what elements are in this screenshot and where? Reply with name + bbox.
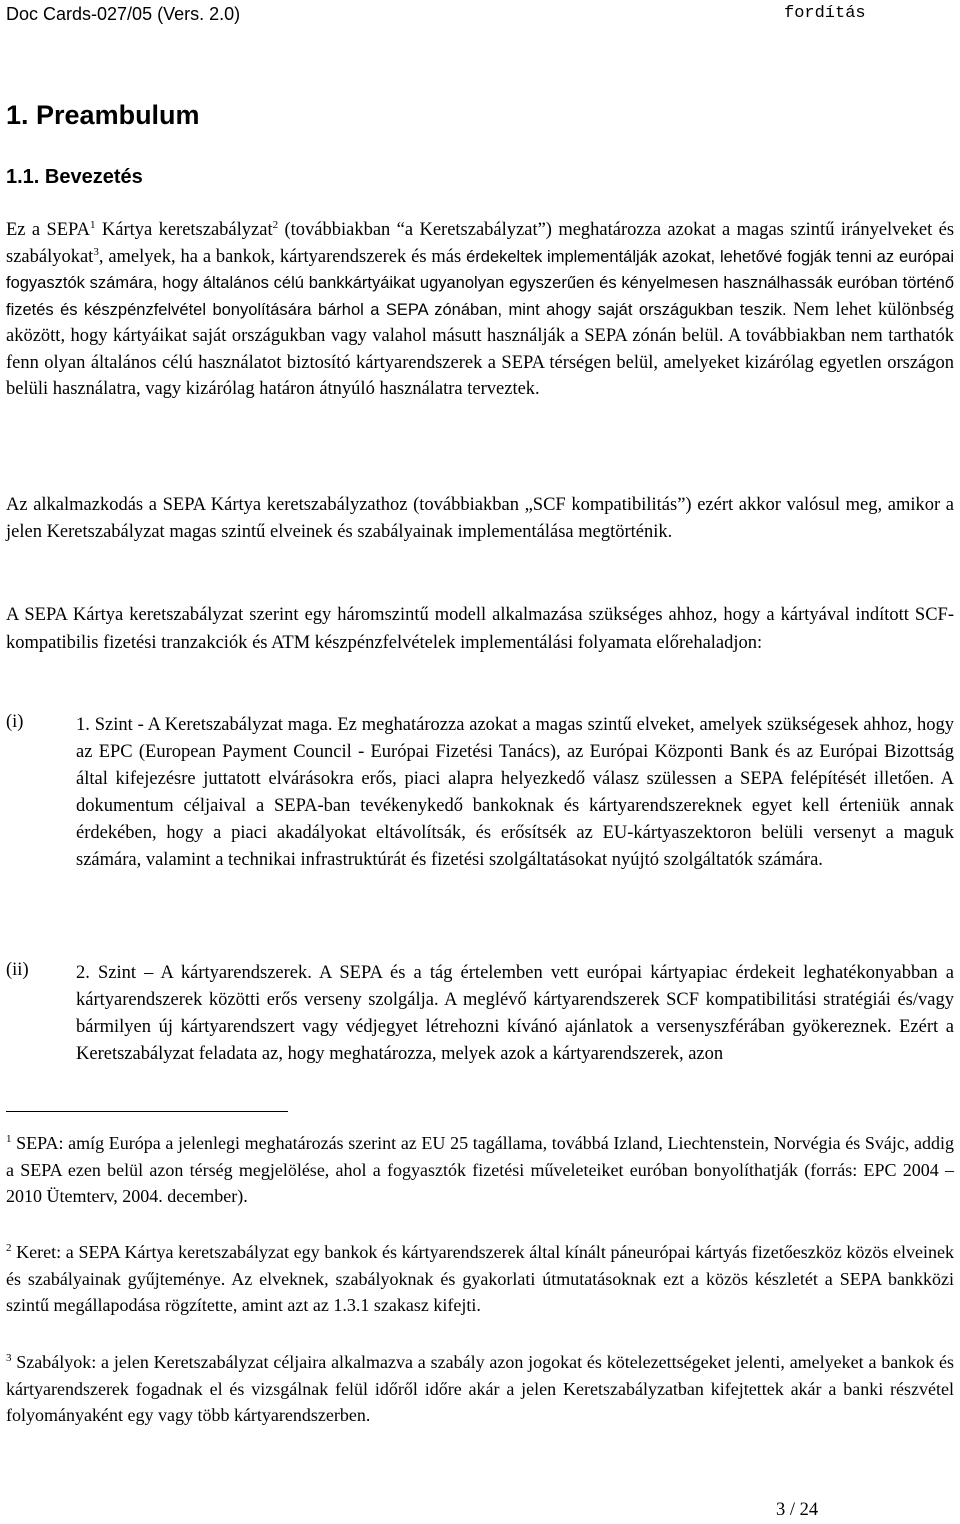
section-heading: 1. Preambulum [6, 100, 200, 130]
list-item-text: 2. Szint – A kártyarendszerek. A SEPA és a tág értelemben vett európai kártyapiac érdekeit leghatékonyabban a kártyarendszerek közötti erős verseny szolgálja. A meglévő kártyarendszerek SCF kompatibilitási stratégiái és/vagy bármilyen új kártyarendszert vagy védjegyet létrehozni kívánó ajánlatok a versenyszférában gyökereznek. Ezért a Keretszabályzat feladata az, hogy meghatározza, melyek azok a kártyarendszerek, azon [76, 963, 954, 1064]
document-id: Doc Cards-027/05 (Vers. 2.0) [6, 4, 241, 24]
footnote-text: SEPA: amíg Európa a jelenlegi meghatározás szerint az EU 25 tagállama, továbbá Izland, Liechtenstein, Norvégia és Svájc, addig a SEPA ezen belül azon térség megjelölése, ahol a fogyasztók fizetési műveleteiket euróban bonyolíthatják (forrás: EPC 2004 – 2010 Ütemterv, 2004. december). [6, 1133, 954, 1207]
footnote-number: 3 [6, 1352, 12, 1364]
footnote-text: Keret: a SEPA Kártya keretszabályzat egy bankok és kártyarendszerek által kínált páneurópai kártyás fizetőeszköz közös elveinek és szabályainak gyűjteménye. Az elveknek, szabályoknak és gyakorlati útmutatásoknak ezt a közös készletét a SEPA bankközi szintű megállapodása rögzítette, amint azt az 1.3.1 szakasz kifejti. [6, 1242, 954, 1316]
footnote-ref-3[interactable]: 3 [93, 245, 99, 258]
footnote-text: Szabályok: a jelen Keretszabályzat céljaira alkalmazva a szabály azon jogokat és kötelezettségeket jelenti, amelyeket a bankok és kártyarendszerek fogadnak el és vizsgálnak felül időről időre akár a jelen Keretszabályzatban kifejtettek akár a banki részvétel folyományaként egy vagy több kártyarendszerben. [6, 1352, 954, 1426]
list-marker: (ii) [6, 960, 29, 980]
list-item-text: 1. Szint - A Keretszabályzat maga. Ez meghatározza azokat a magas szintű elveket, amelyek szükségesek ahhoz, hogy az EPC (European Payment Council - Európai Fizetési Tanács), az Európai Központi Bank és az Európai Bizottság által kifejezésre juttatott elvárásokra erős, piaci alapra helyezkedő válasz szülessen a SEPA felépítését illetően. A dokumentum céljaival a SEPA-ban tevékenykedő bankoknak és kártyarendszereknek egyet kell érteniük annak érdekében, hogy a piaci akadályokat eltávolítsák, és erősítsék az EU-kártyaszektoron belüli versenyt a maguk számára, valamint a technikai infrastruktúrát és fizetési szolgáltatásokat nyújtó szolgáltatók számára. [76, 715, 954, 870]
footnote [6, 1239, 954, 1319]
footnote [6, 1349, 954, 1429]
subsection-heading: 1.1. Bevezetés [6, 166, 143, 188]
intro-text-e: Nem lehet különbség aközött, hogy kártyáikat saját országukban vagy valahol másutt használják a SEPA zónán belül. A továbbiakban nem tarthatók fenn olyan általános célú használatot biztosító kártyarendszerek a SEPA térségen belül, amelyeket kizárólag egyetlen országon belüli használatra, vagy kizárólag határon átnyúló használatra terveztek. [6, 299, 955, 399]
translation-label: fordítás [784, 4, 866, 23]
model-paragraph: A SEPA Kártya keretszabályzat szerint egy háromszintű modell alkalmazása szükséges ahhoz, hogy a kártyával indított SCF-kompatibilis fizetési tranzakciók és ATM készpénzfelvételek implementálási folyamata előrehaladjon: [6, 605, 954, 653]
footnote [6, 1130, 954, 1210]
intro-text-b: Kártya keretszabályzat [95, 220, 273, 240]
footnote-separator [6, 1111, 288, 1112]
footnote-number: 1 [6, 1133, 12, 1145]
intro-text-sans: érdekeltek implementálják azokat, lehetővé fogják tenni az európai fogyasztók számára, hogy általános célú bankkártyáikat ugyanolyan egyszerűen és kényelmesen használhassák euróban történő fizetés és készpénzfelvétel bonyolítására bárhol a SEPA zónában, mint ahogy saját országukban teszik. [6, 247, 954, 319]
footnote-number: 2 [6, 1242, 12, 1254]
page-header [6, 4, 954, 28]
footnote-ref-2[interactable]: 2 [272, 218, 279, 231]
intro-text-d: , amelyek, ha a bankok, kártyarendszerek és más [98, 246, 467, 267]
intro-text-a: Ez a SEPA [6, 220, 91, 240]
list-marker: (i) [6, 712, 24, 732]
page-number: 3 / 24 [776, 1500, 819, 1520]
footnote-ref-1[interactable]: 1 [90, 218, 96, 231]
intro-text-c: (továbbiakban “a Keretszabályzat”) meghatározza azokat a magas szintű irányelveket és szabályokat [6, 220, 955, 267]
intro-paragraph [6, 217, 954, 403]
compatibility-paragraph: Az alkalmazkodás a SEPA Kártya keretszabályzathoz (továbbiakban „SCF kompatibilitás”) ezért akkor valósul meg, amikor a jelen Keretszabályzat magas szintű elveinek és szabályainak implementálása megtörténik. [6, 495, 954, 542]
